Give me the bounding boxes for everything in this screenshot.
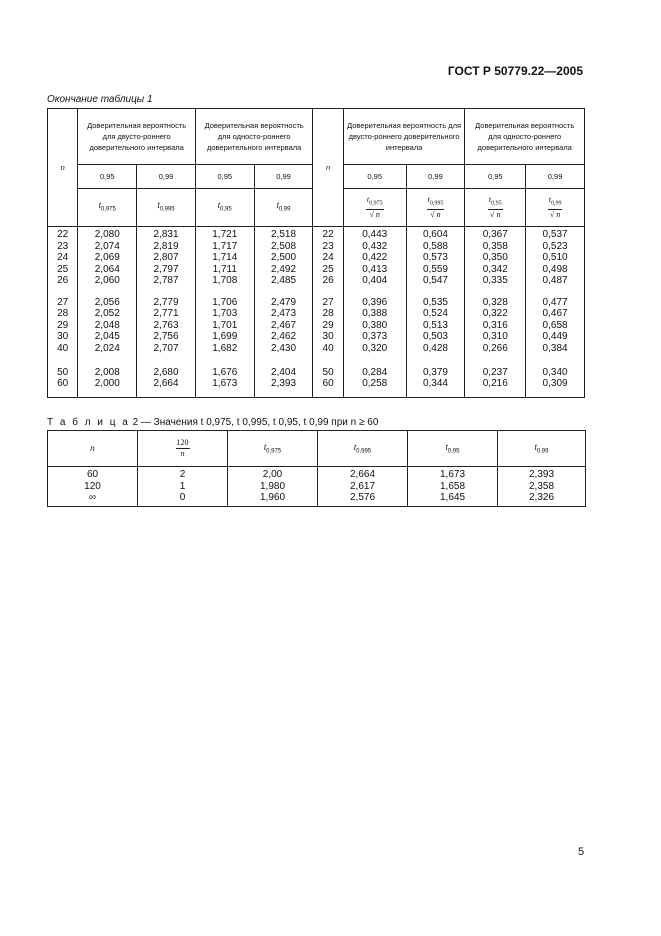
t-symbol-cell: $t_{0,995}$ — [137, 189, 196, 227]
column-values — [231, 469, 314, 504]
prob-cell: 0,95 — [195, 165, 254, 189]
cell-value: 1,658 — [439, 480, 466, 492]
value-column — [465, 367, 526, 398]
column-values — [468, 297, 522, 355]
cell-value: 30 — [322, 331, 334, 343]
cell-value: 40 — [322, 342, 334, 354]
t-over-sqrt-n-cell: $\frac{t_{0,995}}{√ n}$ — [406, 189, 465, 227]
cell-value: 1,706 — [212, 296, 238, 308]
cell-value: 0,328 — [482, 296, 508, 308]
table2-caption: Т а б л и ц а 2 — Значения t 0,975, t 0,995, t 0,95, t 0,99 при n ≥ 60 — [47, 417, 379, 428]
column-values — [140, 367, 192, 390]
cell-value: 0,588 — [422, 240, 448, 252]
cell-value: 0,396 — [362, 296, 388, 308]
n-column — [313, 297, 343, 367]
value-column — [254, 297, 313, 367]
cell-value: 1,714 — [212, 252, 238, 264]
one-sided-header-left: Доверительная вероятность для односто-роннего доверительного интервала — [195, 109, 313, 165]
cell-value: 0,309 — [542, 378, 568, 390]
column-values — [347, 297, 403, 355]
column-values — [347, 367, 403, 390]
value-column — [78, 227, 137, 297]
document-id: ГОСТ Р 50779.22—2005 — [447, 64, 583, 78]
cell-value: 2,064 — [94, 263, 120, 275]
n-values — [316, 367, 339, 390]
value-column — [137, 227, 196, 297]
cell-value: 0,380 — [362, 319, 388, 331]
value-column — [254, 367, 313, 398]
value-column — [343, 297, 406, 367]
cell-value: 2,024 — [94, 342, 120, 354]
cell-value: 23 — [322, 240, 334, 252]
cell-value: 28 — [57, 308, 69, 320]
cell-value: ∞ — [88, 492, 97, 504]
value-column — [78, 367, 137, 398]
column-values — [140, 297, 192, 355]
cell-value: 1,673 — [439, 469, 466, 480]
value-column — [406, 297, 465, 367]
n-column — [48, 227, 78, 297]
cell-value: 0,344 — [422, 378, 448, 390]
cell-value: 2,576 — [349, 492, 376, 504]
cell-value: 2,479 — [271, 296, 297, 308]
prob-cell: 0,95 — [78, 165, 137, 189]
prob-cell: 0,99 — [254, 165, 313, 189]
cell-value: 29 — [57, 319, 69, 331]
cell-value: 2,080 — [94, 229, 120, 240]
n-header-left: n — [48, 109, 78, 227]
t-header: $t_{0,99}$ — [498, 431, 586, 467]
column-values — [81, 297, 133, 355]
cell-value: 0,404 — [362, 275, 388, 287]
t-over-sqrt-n-cell: $\frac{t_{0,99}}{√ n}$ — [526, 189, 585, 227]
cell-value: 60 — [86, 469, 99, 480]
cell-value: 0,320 — [362, 342, 388, 354]
column-values — [529, 229, 581, 287]
column-values — [468, 229, 522, 287]
cell-value: 1,682 — [212, 342, 238, 354]
t-symbol-cell: $t_{0,99}$ — [254, 189, 313, 227]
column-values — [411, 469, 494, 504]
cell-value: 0,266 — [482, 342, 508, 354]
cell-value: 1,980 — [259, 480, 286, 492]
column-values — [258, 367, 310, 390]
value-column — [137, 367, 196, 398]
cell-value: 26 — [322, 275, 334, 287]
cell-value: 0,373 — [362, 331, 388, 343]
cell-value: 22 — [322, 229, 334, 240]
cell-value: 2,707 — [153, 342, 179, 354]
cell-value: 2,518 — [271, 229, 297, 240]
cell-value: 2,485 — [271, 275, 297, 287]
cell-value: 2,617 — [349, 480, 376, 492]
cell-value: 0,559 — [422, 263, 448, 275]
value-column — [465, 227, 526, 297]
value-column — [318, 467, 408, 507]
column-values — [410, 297, 462, 355]
value-column — [343, 367, 406, 398]
n-column — [313, 227, 343, 297]
column-values — [81, 367, 133, 390]
column-values — [347, 229, 403, 287]
prob-cell: 0,99 — [137, 165, 196, 189]
t-header: $t_{0,95}$ — [408, 431, 498, 467]
cell-value: 2,664 — [349, 469, 376, 480]
two-sided-header-right: Доверительная вероятность для двусто-роннего доверительного интервала — [343, 109, 465, 165]
cell-value: 2,779 — [153, 296, 179, 308]
cell-value: 24 — [322, 252, 334, 264]
cell-value: 0,335 — [482, 275, 508, 287]
cell-value: 1,960 — [259, 492, 286, 504]
cell-value: 2,052 — [94, 308, 120, 320]
cell-value: 2,787 — [153, 275, 179, 287]
cell-value: 0,428 — [422, 342, 448, 354]
value-column — [526, 367, 585, 398]
cell-value: 28 — [322, 308, 334, 320]
cell-value: 0,284 — [362, 366, 388, 378]
cell-value: 2,492 — [271, 263, 297, 275]
n-header: n — [48, 431, 138, 467]
value-column — [343, 227, 406, 297]
cell-value: 2,756 — [153, 331, 179, 343]
column-values — [529, 367, 581, 390]
column-values — [199, 229, 251, 287]
cell-value: 2,807 — [153, 252, 179, 264]
cell-value: 2,045 — [94, 331, 120, 343]
column-values — [410, 367, 462, 390]
cell-value: 0,537 — [542, 229, 568, 240]
two-sided-header-left: Доверительная вероятность для двусто-роннего доверительного интервала — [78, 109, 196, 165]
cell-value: 27 — [57, 296, 69, 308]
cell-value: 0,237 — [482, 366, 508, 378]
cell-value: 2,326 — [528, 492, 555, 504]
cell-value: 1,676 — [212, 366, 238, 378]
cell-value: 0,573 — [422, 252, 448, 264]
n-column — [48, 297, 78, 367]
value-column — [195, 297, 254, 367]
column-values — [140, 229, 192, 287]
cell-value: 2,819 — [153, 240, 179, 252]
cell-value: 22 — [57, 229, 69, 240]
cell-value: 27 — [322, 296, 334, 308]
t-over-sqrt-n-cell: $\frac{t_{0,975}}{√ n}$ — [343, 189, 406, 227]
cell-value: 1,708 — [212, 275, 238, 287]
cell-value: 0,510 — [542, 252, 568, 264]
value-column — [254, 227, 313, 297]
column-values — [199, 367, 251, 390]
column-values — [51, 469, 134, 504]
cell-value: 2,00 — [262, 469, 283, 480]
n-column — [48, 467, 138, 507]
column-values — [529, 297, 581, 355]
cell-value: 0,432 — [362, 240, 388, 252]
cell-value: 0,358 — [482, 240, 508, 252]
cell-value: 30 — [57, 331, 69, 343]
ratio-column — [138, 467, 228, 507]
t-header: $t_{0,975}$ — [228, 431, 318, 467]
column-values — [141, 469, 224, 504]
cell-value: 1,717 — [212, 240, 238, 252]
cell-value: 0,310 — [482, 331, 508, 343]
cell-value: 2,664 — [153, 378, 179, 390]
n-header-right: n — [313, 109, 343, 227]
cell-value: 0,523 — [542, 240, 568, 252]
cell-value: 2,358 — [528, 480, 555, 492]
cell-value: 0,477 — [542, 296, 568, 308]
cell-value: 2,008 — [94, 366, 120, 378]
cell-value: 29 — [322, 319, 334, 331]
cell-value: 0,258 — [362, 378, 388, 390]
cell-value: 120 — [84, 480, 101, 492]
value-column — [526, 297, 585, 367]
cell-value: 23 — [57, 240, 69, 252]
column-values — [501, 469, 582, 504]
prob-cell: 0,99 — [526, 165, 585, 189]
column-values — [321, 469, 404, 504]
column-values — [258, 229, 310, 287]
cell-value: 0,604 — [422, 229, 448, 240]
value-column — [526, 227, 585, 297]
value-column — [406, 227, 465, 297]
cell-value: 0,443 — [362, 229, 388, 240]
cell-value: 2,763 — [153, 319, 179, 331]
n-values — [51, 367, 74, 390]
cell-value: 25 — [57, 263, 69, 275]
cell-value: 2,069 — [94, 252, 120, 264]
cell-value: 0,449 — [542, 331, 568, 343]
table-1 — [47, 108, 585, 398]
n-column — [48, 367, 78, 398]
cell-value: 2,462 — [271, 331, 297, 343]
value-column — [137, 297, 196, 367]
cell-value: 1 — [179, 480, 186, 492]
cell-value: 1,703 — [212, 308, 238, 320]
column-values — [468, 367, 522, 390]
cell-value: 0,340 — [542, 366, 568, 378]
value-column — [195, 367, 254, 398]
cell-value: 0,487 — [542, 275, 568, 287]
cell-value: 2,000 — [94, 378, 120, 390]
value-column — [498, 467, 586, 507]
cell-value: 2,393 — [271, 378, 297, 390]
cell-value: 0,384 — [542, 342, 568, 354]
value-column — [408, 467, 498, 507]
cell-value: 0,513 — [422, 319, 448, 331]
cell-value: 2,771 — [153, 308, 179, 320]
page-number: 5 — [578, 846, 585, 858]
cell-value: 2,060 — [94, 275, 120, 287]
cell-value: 50 — [57, 366, 69, 378]
cell-value: 2,508 — [271, 240, 297, 252]
cell-value: 0,467 — [542, 308, 568, 320]
cell-value: 0,547 — [422, 275, 448, 287]
prob-cell: 0,99 — [406, 165, 465, 189]
cell-value: 1,701 — [212, 319, 238, 331]
cell-value: 0,388 — [362, 308, 388, 320]
table1-caption: Окончание таблицы 1 — [47, 94, 153, 105]
cell-value: 0,524 — [422, 308, 448, 320]
cell-value: 1,673 — [212, 378, 238, 390]
value-column — [228, 467, 318, 507]
cell-value: 0,342 — [482, 263, 508, 275]
cell-value: 40 — [57, 342, 69, 354]
cell-value: 0,216 — [482, 378, 508, 390]
cell-value: 2,404 — [271, 366, 297, 378]
value-column — [195, 227, 254, 297]
cell-value: 0 — [179, 492, 186, 504]
cell-value: 2,831 — [153, 229, 179, 240]
cell-value: 1,711 — [212, 263, 237, 275]
cell-value: 0,367 — [482, 229, 508, 240]
column-values — [258, 297, 310, 355]
cell-value: 25 — [322, 263, 334, 275]
cell-value: 2 — [179, 469, 186, 480]
cell-value: 2,680 — [153, 366, 179, 378]
cell-value: 60 — [322, 378, 334, 390]
cell-value: 0,422 — [362, 252, 388, 264]
value-column — [465, 297, 526, 367]
ratio-header: $\frac{120}{n}$ — [138, 431, 228, 467]
cell-value: 0,498 — [542, 263, 568, 275]
cell-value: 0,350 — [482, 252, 508, 264]
prob-cell: 0,95 — [465, 165, 526, 189]
cell-value: 1,699 — [212, 331, 238, 343]
cell-value: 0,316 — [482, 319, 508, 331]
n-values — [316, 297, 339, 355]
cell-value: 26 — [57, 275, 69, 287]
cell-value: 0,379 — [422, 366, 448, 378]
cell-value: 50 — [322, 366, 334, 378]
cell-value: 2,467 — [271, 319, 297, 331]
n-values — [51, 229, 74, 287]
cell-value: 2,473 — [271, 308, 297, 320]
cell-value: 1,645 — [439, 492, 466, 504]
t-symbol-cell: $t_{0,975}$ — [78, 189, 137, 227]
cell-value: 2,393 — [528, 469, 555, 480]
column-values — [199, 297, 251, 355]
cell-value: 2,797 — [153, 263, 179, 275]
cell-value: 0,322 — [482, 308, 508, 320]
cell-value: 0,535 — [422, 296, 448, 308]
one-sided-header-right: Доверительная вероятность для односто-роннего доверительного интервала — [465, 109, 585, 165]
cell-value: 60 — [57, 378, 69, 390]
n-values — [51, 297, 74, 355]
cell-value: 2,056 — [94, 296, 120, 308]
n-column — [313, 367, 343, 398]
prob-cell: 0,95 — [343, 165, 406, 189]
t-header: $t_{0,995}$ — [318, 431, 408, 467]
cell-value: 2,500 — [271, 252, 297, 264]
cell-value: 2,048 — [94, 319, 120, 331]
column-values — [81, 229, 133, 287]
cell-value: 24 — [57, 252, 69, 264]
cell-value: 0,658 — [542, 319, 568, 331]
value-column — [406, 367, 465, 398]
cell-value: 2,074 — [94, 240, 120, 252]
cell-value: 0,413 — [362, 263, 388, 275]
table-2 — [47, 430, 586, 507]
column-values — [410, 229, 462, 287]
t-symbol-cell: $t_{0,95}$ — [195, 189, 254, 227]
value-column — [78, 297, 137, 367]
n-values — [316, 229, 339, 287]
cell-value: 0,503 — [422, 331, 448, 343]
cell-value: 2,430 — [271, 342, 297, 354]
cell-value: 1,721 — [212, 229, 238, 240]
t-over-sqrt-n-cell: $\frac{t_{0,95}}{√ n}$ — [465, 189, 526, 227]
